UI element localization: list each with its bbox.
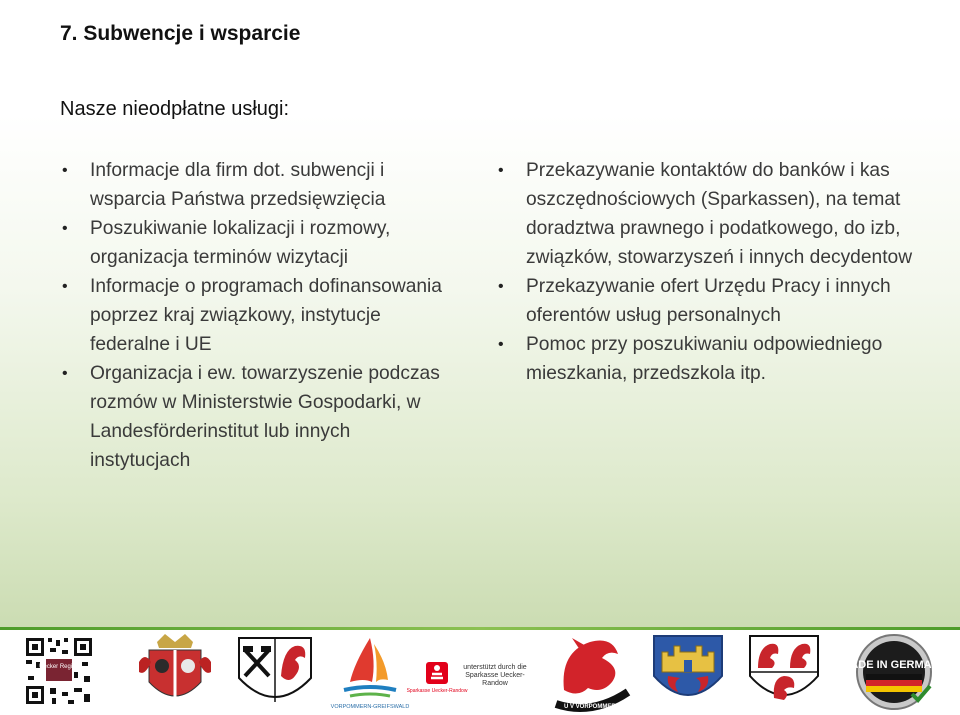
sparkasse-support-text: unterstützt durch die Sparkasse Uecker-Randow: [463, 664, 527, 687]
bullet-icon: •: [62, 220, 68, 237]
griffin-split-crest-icon: [744, 632, 824, 712]
list-item-text: Przekazywanie ofert Urzędu Pracy i innych oferentów usług personalnych: [526, 276, 891, 326]
bullet-icon: •: [62, 365, 68, 382]
bullet-icon: •: [498, 336, 504, 353]
coat-of-arms-crown-icon: [135, 632, 215, 712]
list-item-text: Informacje dla firm dot. subwencji i wsparcia Państwa przedsięwzięcia: [90, 160, 386, 210]
list-item-text: Pomoc przy poszukiwaniu odpowiedniego mieszkania, przedszkola itp.: [526, 334, 883, 384]
bullet-icon: •: [498, 278, 504, 295]
qr-label: Uecker Region: [39, 664, 79, 670]
list-item-text: Informacje o programach dofinansowania poprzez kraj związkowy, instytucje federalne i UE: [90, 276, 442, 355]
uv-vorpommern-label: U V VORPOMMERN: [563, 704, 621, 710]
services-list-right: [498, 156, 918, 388]
services-subtitle: Nasze nieodpłatne usługi:: [60, 98, 290, 120]
list-item: [62, 214, 452, 272]
mining-griffin-crest-icon: [235, 632, 315, 712]
sparkasse-name: Sparkasse Uecker-Randow: [406, 688, 468, 694]
slide-title: 7. Subwencje i wsparcie: [60, 22, 301, 45]
services-list-left: [62, 156, 452, 475]
list-item: [62, 156, 452, 214]
vorpommern-greifswald-logo: [330, 632, 410, 712]
list-item-text: Organizacja i ew. towarzyszenie podczas rozmów w Ministerstwie Gospodarki, w Landesförderinstitut lub innych instytucjach: [90, 363, 440, 471]
made-in-germany-badge-icon: [841, 632, 947, 712]
list-item: [498, 156, 918, 272]
qr-code-icon: [22, 632, 96, 712]
made-in-germany-label: MADE IN GERMANY: [841, 659, 947, 671]
list-item: [62, 272, 452, 359]
vorpommern-greifswald-label: VORPOMMERN-GREIFSWALD: [330, 704, 410, 710]
list-item-text: Poszukiwanie lokalizacji i rozmowy, organizacja terminów wizytacji: [90, 218, 391, 268]
list-item: [498, 272, 918, 330]
castle-crest-icon: [648, 632, 728, 712]
list-item: [498, 330, 918, 388]
partner-logo-strip: [0, 627, 960, 715]
sparkasse-logo: [406, 632, 540, 712]
bullet-icon: •: [62, 162, 68, 179]
list-item-text: Przekazywanie kontaktów do banków i kas oszczędnościowych (Sparkassen), na temat doradztwa prawnego i podatkowego, do izb, związków, stowarzyszeń i innych decydentow: [526, 160, 913, 268]
list-item: [62, 359, 452, 475]
uv-vorpommern-logo: [550, 632, 634, 712]
bullet-icon: •: [62, 278, 68, 295]
bullet-icon: •: [498, 162, 504, 179]
